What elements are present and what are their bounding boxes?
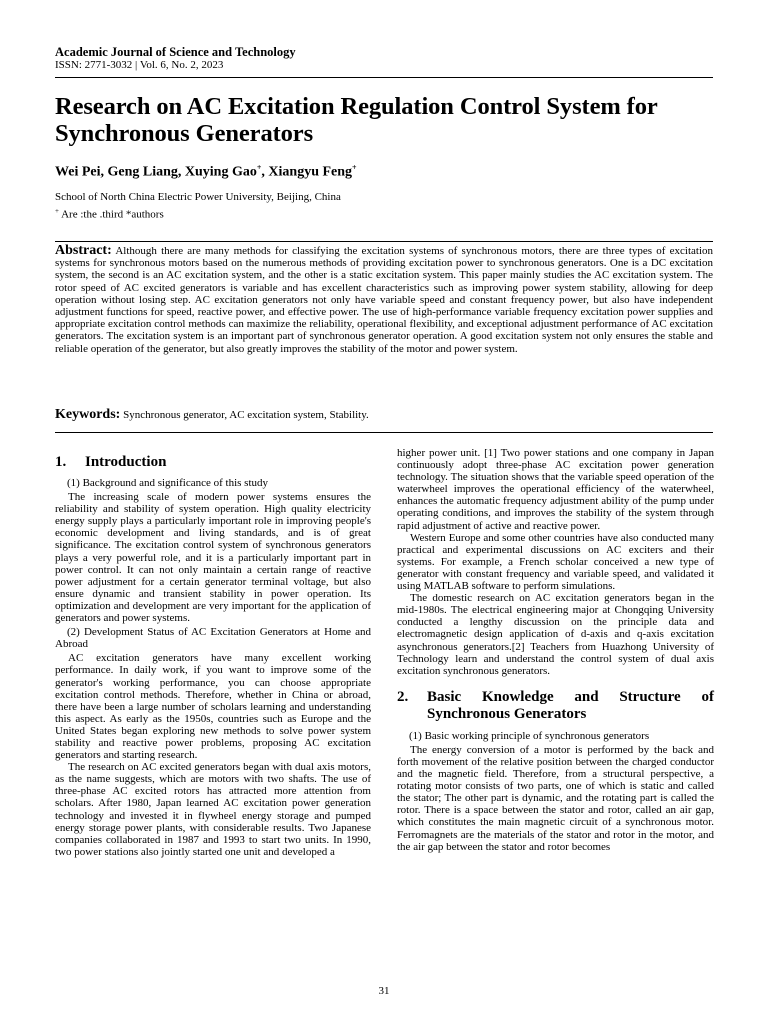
keywords-rule <box>55 432 713 433</box>
paragraph-continued: higher power unit. [1] Two power stations and one company in Japan continuously adopt three-phase AC excitation power generation technology. The situation shows that the variable speed operation of the waterwheel improves the operational efficiency of the waterwheel, enhances the automatic frequency adjustment ability of the pump under operating conditions, and improves the stability of the system through rapid adjustment of active and reactive power. <box>397 447 714 532</box>
affiliation: School of North China Electric Power University, Beijing, China <box>55 191 341 203</box>
journal-name: Academic Journal of Science and Technology <box>55 45 296 59</box>
header-rule <box>55 77 713 78</box>
section-heading <box>55 454 371 471</box>
paragraph: AC excitation generators have many excellent working performance. In daily work, if you want to improve some of the generator's working performance, you can choose appropriate excitation control methods. Therefore, whether in China or abroad, there have been a large number of scholars learning and understanding this aspect. As early as the 1950s, countries such as Europe and the United States began exploring new methods to solve power system stability and reactive power problems, proposing AC excitation generators and starting research. <box>55 652 371 762</box>
subsection-heading: (1) Basic working principle of synchronous generators <box>409 729 650 742</box>
author-note <box>55 207 164 221</box>
section-heading <box>397 689 714 723</box>
paper-title: Research on AC Excitation Regulation Control System for Synchronous Generators <box>55 93 658 147</box>
section-title: Introduction <box>85 454 167 470</box>
paragraph: The increasing scale of modern power systems ensures the reliability and stability of system operation. High quality electricity energy supply plays a particularly important role in improving people's economic development and living standards, and is of great significance. The excitation control system of synchronous generators plays a very powerful role, and it is a particularly important part in power control. It can not only maintain a certain range of reactive power adjustment for a certain generator terminal voltage, but also ensure dynamic and transient stability in power operation. Its optimization and development are very important for the application of generators and power systems. <box>55 491 371 625</box>
authors-text: Wei Pei, Geng Liang, Xuying Gao <box>55 164 257 180</box>
subsection-heading: (2) Development Status of AC Excitation Generators at Home and Abroad <box>55 626 371 651</box>
keywords <box>55 407 713 423</box>
author-mark: + <box>352 163 357 172</box>
abstract <box>55 245 713 355</box>
author-mark: + <box>256 163 262 172</box>
abstract-label: Abstract: <box>55 243 112 258</box>
note-text: Are :the .third *authors <box>58 208 164 221</box>
note-mark: + <box>55 207 59 215</box>
keywords-text: Synchronous generator, AC excitation system, Stability. <box>120 409 369 421</box>
abstract-rule <box>55 241 713 242</box>
abstract-text: Although there are many methods for classifying the excitation systems of synchronous motors, there are three types of excitation systems for synchronous motors based on the numerous methods of providing excitation power to synchronous generators. One is a DC excitation system, the second is an AC excitation system, and the other is a static excitation system. This paper mainly studies the AC excitation system. The rotor speed of AC excited generators is variable and has excellent characteristics such as improving power system stability, allowing for deep operation without losing step. AC excitation generators not only have variable speed and constant frequency power, but also have independent adjustment functions for speed, reactive power, and effective power. The use of high-performance variable frequency excitation power supplies and appropriate excitation control methods can maximize the reliability, operational flexibility, and exceptional adjustment performance of AC excitation generators. The excitation system is an important part of synchronous generator operation. A good excitation system not only ensures the stable and reliable operation of the generator, but also greatly improves the stability of the motor and power system. <box>55 245 713 355</box>
journal-issn: ISSN: 2771-3032 | Vol. 6, No. 2, 2023 <box>55 59 224 71</box>
keywords-label: Keywords: <box>55 407 121 422</box>
section-title: Basic Knowledge and Structure of Synchronous Generators <box>427 688 714 722</box>
authors-text-last: , Xiangyu Feng <box>261 164 353 180</box>
page-number: 31 <box>378 985 390 997</box>
paragraph: The energy conversion of a motor is performed by the back and forth movement of the relative position between the charged conductor and the magnetic field. Therefore, from a structural perspective, a rotating motor consists of two parts, one of which is static and called the stator; The other part is dynamic, and the rotating part is called the rotor. There is a space between the stator and rotor, called an air gap, which constitutes the main magnetic circuit of a synchronous motor. Ferromagnets are the materials of the stator and rotor in the motor, and the air gap between the stator and rotor becomes <box>397 743 714 853</box>
section-number: 1. <box>55 454 67 470</box>
paragraph: The domestic research on AC excitation generators began in the mid-1980s. The electrical engineering major at Chongqing University conducted a lengthy discussion on the principle data and electromagnetic design application of d-axis and q-axis excitation asynchronous generators.[2] Teachers from Huazhong University of Technology learn and understand the control system of dual axis excitation synchronous generators. <box>397 592 714 677</box>
paragraph: Western Europe and some other countries have also conducted many practical and experimental discussions on AC exciters and their systems. For example, a French scholar conceived a new type of generator with constant frequency and variable speed, and validated it using MATLAB software to perform simulations. <box>397 531 714 593</box>
paragraph: The research on AC excited generators began with dual axis motors, as the name suggests, which are motors with two shafts. The use of three-phase AC excited rotors has attracted more attention from scholars. After 1980, Japan learned AC excitation power generation technology and invested it in flywheel energy storage and pumped energy storage power plants, with considerable results. Two Japanese companies collaborated in 1987 and 1993 to start two units. In 1990, two power stations also jointly started one unit and developed a <box>55 761 371 858</box>
right-column <box>397 447 714 853</box>
section-number: 2. <box>397 688 409 705</box>
left-column <box>55 454 371 858</box>
subsection-heading: (1) Background and significance of this study <box>67 477 269 489</box>
author-list <box>55 163 357 181</box>
